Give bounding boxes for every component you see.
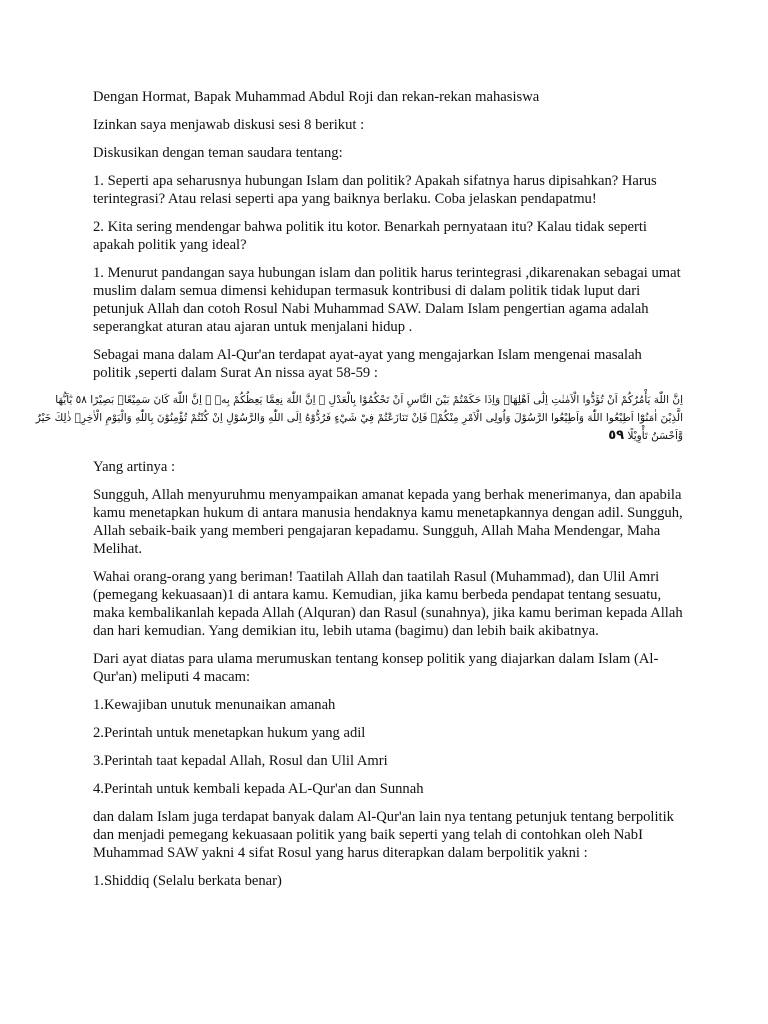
sifat-intro: dan dalam Islam juga terdapat banyak dalam Al-Qur'an lain nya tentang petunjuk tentang berpolitik dan menjadi pemegang kekuasaan politik yang baik seperti yang telah di contohkan oleh NabI Muhammad SAW yakni 4 sifat Rosul yang harus diterapkan dalam berpolitik yakni : (93, 809, 674, 861)
concept-item-2: 2.Perintah untuk menetapkan hukum yang adil (93, 725, 366, 741)
concept-item-4: 4.Perintah untuk kembali kepada AL-Qur'an dan Sunnah (93, 781, 424, 797)
arabic-line-1: اِنَّ اللّٰهَ يَأْمُرُكُمْ اَنْ تُؤَدُّوا الْاَمٰنٰتِ اِلٰٓى اَهْلِهَاۙ وَاِذَا حَكَمْتُمْ بَيْنَ النَّاسِ اَنْ تَحْكُمُوْا بِالْعَدْلِ ۗ اِنَّ اللّٰهَ نِعِمَّا يَعِظُكُمْ بِهٖ ۗ اِنَّ اللّٰهَ كَانَ سَمِيْعًاۢ بَصِيْرًا ٥٨ يٰٓاَيُّهَا (55, 394, 683, 406)
answer-1: 1. Menurut pandangan saya hubungan islam dan politik harus terintegrasi ,dikarenakan sebagai umat muslim dalam semua dimensi kehidupan termasuk kontribusi di dalam politik tidak luput dari petunjuk Allah dan cotoh Rosul Nabi Muhammad SAW. Dalam Islam pengertian agama adalah seperangkat aturan atau ajaran untuk menjalani hidup . (93, 265, 681, 335)
greeting-line: Dengan Hormat, Bapak Muhammad Abdul Roji dan rekan-rekan mahasiswa (93, 89, 540, 105)
concept-item-1: 1.Kewajiban unutuk menunaikan amanah (93, 697, 336, 713)
quran-intro: Sebagai mana dalam Al-Qur'an terdapat ayat-ayat yang mengajarkan Islam mengenai masalah politik ,seperti dalam Surat An nissa ayat 58-59 : (93, 347, 642, 381)
arabic-line-2: الَّذِيْنَ اٰمَنُوْٓا اَطِيْعُوا اللّٰهَ وَاَطِيْعُوا الرَّسُوْلَ وَاُولِى الْاَمْرِ مِنْكُمْۚ فَاِنْ تَنَازَعْتُمْ فِيْ شَيْءٍ فَرُدُّوْهُ اِلَى اللّٰهِ وَالرَّسُوْلِ اِنْ كُنْتُمْ تُؤْمِنُوْنَ بِاللّٰهِ وَالْيَوْمِ الْاٰخِرِۗ ذٰلِكَ خَيْرٌ (35, 411, 683, 424)
intro-line: Izinkan saya menjawab diskusi sesi 8 berikut : (93, 117, 365, 133)
concept-item-3: 3.Perintah taat kepadal Allah, Rosul dan Ulil Amri (93, 753, 388, 769)
arabic-line-3-text: وَّاَحْسَنُ تَأْوِيْلًا (627, 430, 683, 442)
question-2: 2. Kita sering mendengar bahwa politik itu kotor. Benarkah pernyataan itu? Kalau tidak seperti apakah politik yang ideal? (93, 219, 647, 253)
document-page (35, 88, 683, 900)
concept-intro: Dari ayat diatas para ulama merumuskan tentang konsep politik yang diajarkan dalam Islam (Al- Qur'an) meliputi 4 macam: (93, 651, 659, 685)
translation-heading: Yang artinya : (93, 459, 176, 475)
ayah-number: ٥٩ (608, 428, 625, 443)
question-1: 1. Seperti apa seharusnya hubungan Islam dan politik? Apakah sifatnya harus dipisahkan? Harus terintegrasi? Atau relasi seperti apa yang baiknya berlaku. Coba jelaskan pendapatmu! (93, 173, 657, 207)
quran-verse-arabic (35, 392, 683, 448)
sifat-item-1: 1.Shiddiq (Selalu berkata benar) (93, 873, 282, 889)
arabic-line-3 (93, 427, 683, 446)
translation-verse-58: Sungguh, Allah menyuruhmu menyampaikan amanat kepada yang berhak menerimanya, dan apabila kamu menetapkan hukum di antara manusia hendaknya kamu menetapkannya dengan adil. Sungguh, Allah sebaik-baik yang memberi pengajaran kepadamu. Sungguh, Allah Maha Mendengar, Maha Melihat. (93, 487, 683, 557)
discussion-prompt: Diskusikan dengan teman saudara tentang: (93, 145, 343, 161)
translation-verse-59: Wahai orang-orang yang beriman! Taatilah Allah dan taatilah Rasul (Muhammad), dan Ulil Amri (pemegang kekuasaan)1 di antara kamu. Kemudian, jika kamu berbeda pendapat tentang sesuatu, maka kembalikanlah kepada Allah (Alquran) dan Rasul (sunahnya), jika kamu beriman kepada Allah dan hari kemudian. Yang demikian itu, lebih utama (bagimu) dan lebih baik akibatnya. (93, 569, 683, 639)
